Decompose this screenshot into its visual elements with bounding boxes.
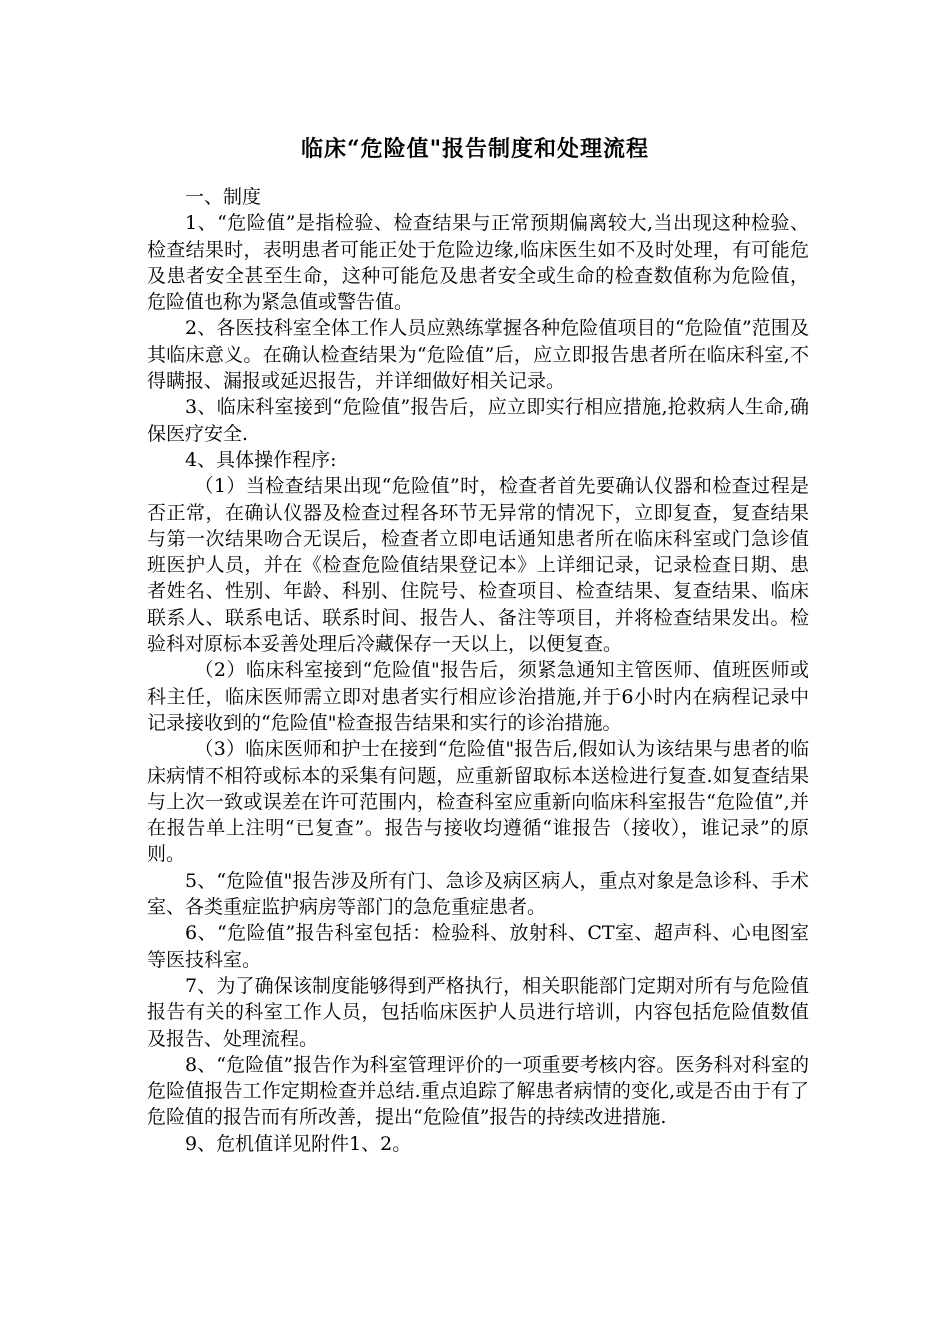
paragraph-item-3: 3、临床科室接到“危险值”报告后，应立即实行相应措施,抢救病人生命,确保医疗安全. <box>147 396 809 445</box>
paragraph-item-5: 5、“危险值"报告涉及所有门、急诊及病区病人，重点对象是急诊科、手术室、各类重症监护病房等部门的急危重症患者。 <box>147 869 809 919</box>
document-body <box>147 184 809 1157</box>
paragraph-subitem-1: （1）当检查结果出现“危险值”时，检查者首先要确认仪器和检查过程是否正常，在确认仪器及检查过程各环节无异常的情况下，立即复查，复查结果与第一次结果吻合无误后，检查者立即电话通知患者所在临床科室或门急诊值班医护人员，并在《检查危险值结果登记本》上详细记录，记录检查日期、患者姓名、性别、年龄、科别、住院号、检查项目、检查结果、复查结果、临床联系人、联系电话、联系时间、报告人、备注等项目，并将检查结果发出。检验科对原标本妥善处理后冷藏保存一天以上，以便复查。 <box>147 475 809 656</box>
paragraph-item-1: 1、“危险值”是指检验、检查结果与正常预期偏离较大,当出现这种检验、检查结果时，表明患者可能正处于危险边缘,临床医生如不及时处理，有可能危及患者安全甚至生命，这种可能危及患者安全或生命的检查数值称为危险值，危险值也称为紧急值或警告值。 <box>147 212 809 314</box>
paragraph-subitem-3: （3）临床医师和护士在接到“危险值"报告后,假如认为该结果与患者的临床病情不相符或标本的采集有问题，应重新留取标本送检进行复查.如复查结果与上次一致或误差在许可范围内，检查科室应重新向临床科室报告“危险值”,并在报告单上注明“已复查”。报告与接收均遵循“谁报告（接收），谁记录”的原则。 <box>147 738 809 866</box>
paragraph-item-4: 4、具体操作程序: <box>185 448 337 471</box>
document-title: 临床“危险值"报告制度和处理流程 <box>300 136 650 162</box>
paragraph-item-2: 2、各医技科室全体工作人员应熟练掌握各种危险值项目的“危险值”范围及其临床意义。在确认检查结果为“危险值”后，应立即报告患者所在临床科室,不得瞒报、漏报或延迟报告，并详细做好相关记录。 <box>147 317 809 393</box>
paragraph-subitem-2: （2）临床科室接到“危险值"报告后，须紧急通知主管医师、值班医师或科主任，临床医师需立即对患者实行相应诊治措施,并于6小时内在病程记录中记录接收到的“危险值"检查报告结果和实行的诊治措施。 <box>147 659 809 734</box>
paragraph-item-8: 8、“危险值”报告作为科室管理评价的一项重要考核内容。医务科对科室的危险值报告工作定期检查并总结.重点追踪了解患者病情的变化,或是否由于有了危险值的报告而有所改善，提出“危险值”报告的持续改进措施. <box>147 1053 809 1129</box>
paragraph-item-9: 9、危机值详见附件1、2。 <box>185 1132 412 1155</box>
paragraph-item-6: 6、“危险值”报告科室包括：检验科、放射科、CT室、超声科、心电图室等医技科室。 <box>147 922 809 971</box>
paragraph-item-7: 7、为了确保该制度能够得到严格执行，相关职能部门定期对所有与危险值报告有关的科室工作人员，包括临床医护人员进行培训，内容包括危险值数值及报告、处理流程。 <box>147 974 809 1050</box>
section-heading: 一、制度 <box>185 186 262 208</box>
